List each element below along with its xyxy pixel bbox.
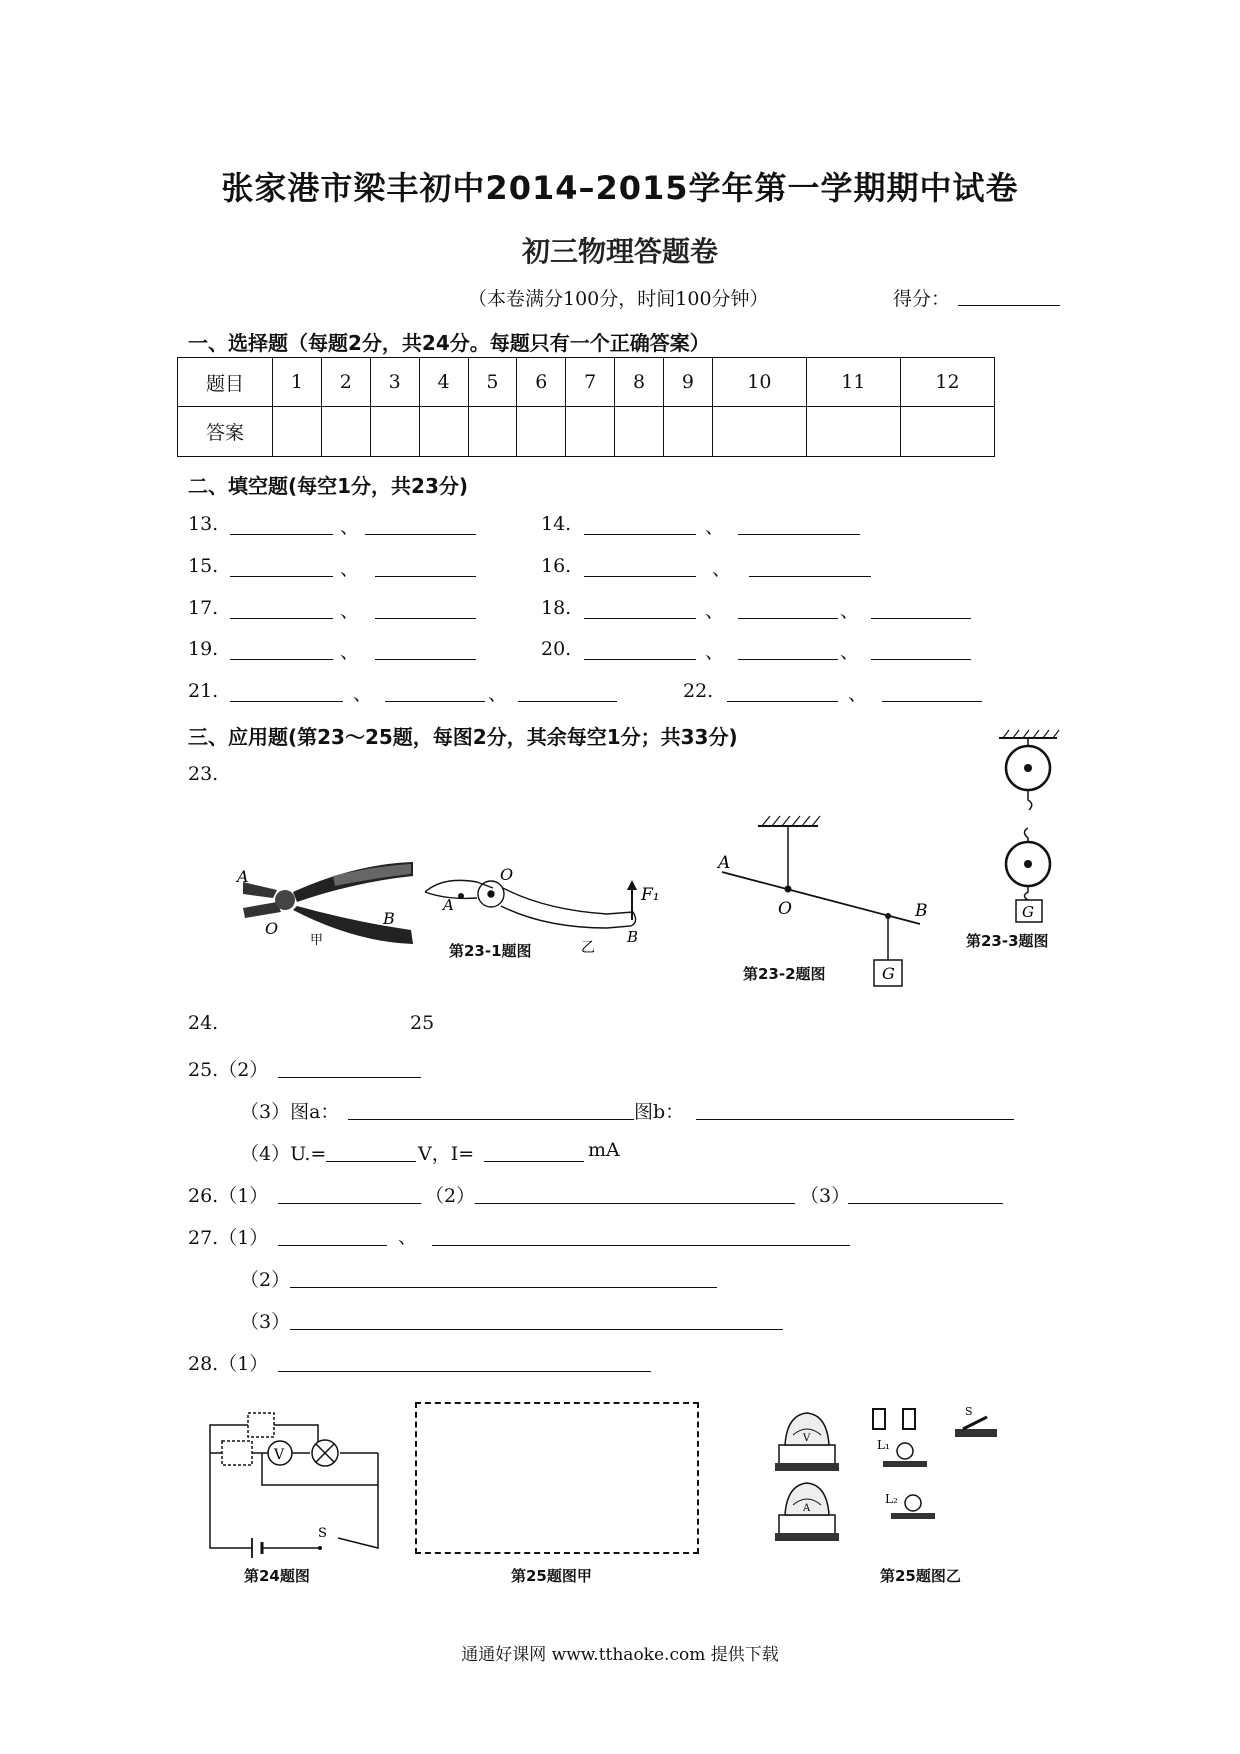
q14-blank-1[interactable] xyxy=(584,534,696,535)
sep: 、 xyxy=(712,558,732,580)
figure-24 xyxy=(200,1405,385,1560)
battery-cell-2 xyxy=(903,1409,915,1429)
q18-blank-2[interactable] xyxy=(738,618,838,619)
q15-blank-1[interactable] xyxy=(230,576,333,577)
q28-label: 28.（1） xyxy=(188,1353,269,1375)
battery-cell-1 xyxy=(873,1409,885,1429)
q27-3-label: （3） xyxy=(240,1311,291,1333)
q21-label: 21. xyxy=(188,680,219,702)
sep: 、 xyxy=(353,683,373,705)
figure-23-3 xyxy=(985,724,1075,924)
table-num: 6 xyxy=(517,358,566,407)
table-num: 11 xyxy=(806,358,900,407)
lbl-v: V xyxy=(274,1447,285,1463)
lbl-a2: A xyxy=(443,896,454,914)
q18-blank-1[interactable] xyxy=(584,618,696,619)
q25-4-mid: V，I= xyxy=(418,1143,475,1165)
answer-cell[interactable] xyxy=(566,407,615,457)
table-num: 1 xyxy=(273,358,322,407)
q26-label: 26.（1） xyxy=(188,1185,269,1207)
q25-4-unit: mA xyxy=(588,1139,620,1161)
q21-blank-2[interactable] xyxy=(385,701,485,702)
answer-cell[interactable] xyxy=(321,407,370,457)
sep: 、 xyxy=(340,558,360,580)
lbl-l2: L₂ xyxy=(885,1492,898,1506)
table-num: 5 xyxy=(468,358,517,407)
q20-blank-2[interactable] xyxy=(738,659,838,660)
q19-label: 19. xyxy=(188,638,219,660)
q25-3-label: （3）图a： xyxy=(240,1101,340,1123)
answer-cell[interactable] xyxy=(712,407,806,457)
figure-25b xyxy=(765,1405,1015,1555)
table-num: 10 xyxy=(712,358,806,407)
q19-blank-2[interactable] xyxy=(375,659,476,660)
lbl-g: G xyxy=(882,964,895,983)
drawing-area-25a[interactable] xyxy=(415,1402,699,1554)
ammeter-device xyxy=(775,1483,839,1541)
lbl-yi: 乙 xyxy=(581,940,595,956)
q20-label: 20. xyxy=(541,638,572,660)
q18-blank-3[interactable] xyxy=(871,618,971,619)
q20-blank-1[interactable] xyxy=(584,659,696,660)
lbl-o2: O xyxy=(500,865,514,884)
answer-cell[interactable] xyxy=(517,407,566,457)
sep: 、 xyxy=(340,641,360,663)
lbl-f1: F₁ xyxy=(641,885,660,905)
q19-blank-1[interactable] xyxy=(230,659,333,660)
caption-23-1: 第23-1题图 xyxy=(449,942,532,960)
sep: 、 xyxy=(398,1226,418,1248)
voltmeter-device xyxy=(775,1413,839,1471)
lbl-a3: A xyxy=(718,853,731,873)
lbl-s: S xyxy=(318,1526,327,1541)
q25-3b-label: 图b： xyxy=(634,1101,685,1123)
score-blank[interactable] xyxy=(958,305,1060,306)
q21-blank-1[interactable] xyxy=(230,701,343,702)
q24-label: 24. xyxy=(188,1012,219,1034)
exam-subtitle: 初三物理答题卷 xyxy=(521,235,718,268)
q27-1a-blank[interactable] xyxy=(278,1245,387,1246)
sep: 、 xyxy=(705,516,725,538)
sep: 、 xyxy=(488,683,508,705)
table-num: 12 xyxy=(900,358,994,407)
lbl-jia: 甲 xyxy=(310,933,324,948)
sep: 、 xyxy=(340,600,360,622)
q27-2-blank[interactable] xyxy=(290,1287,717,1288)
footer: 通通好课网 www.tthaoke.com 提供下载 xyxy=(461,1645,779,1665)
meter-box-2 xyxy=(248,1413,274,1437)
exam-title: 张家港市梁丰初中2014–2015学年第一学期期中试卷 xyxy=(221,169,1019,207)
q16-blank-1[interactable] xyxy=(584,576,696,577)
q27-1b-blank[interactable] xyxy=(432,1245,850,1246)
sep: 、 xyxy=(840,600,860,622)
sep: 、 xyxy=(705,600,725,622)
answer-cell[interactable] xyxy=(419,407,468,457)
answer-cell[interactable] xyxy=(615,407,664,457)
caption-25a: 第25题图甲 xyxy=(511,1567,592,1585)
lbl-a: A xyxy=(237,867,249,886)
q27-label: 27.（1） xyxy=(188,1227,269,1249)
q14-blank-2[interactable] xyxy=(738,534,860,535)
caption-23-2: 第23-2题图 xyxy=(743,965,826,983)
exam-note: （本卷满分100分，时间100分钟） xyxy=(468,288,769,310)
table-num: 9 xyxy=(664,358,713,407)
lbl-s2: S xyxy=(965,1405,973,1418)
q16-label: 16. xyxy=(541,555,572,577)
section1-heading: 一、选择题（每题2分，共24分。每题只有一个正确答案） xyxy=(188,331,710,355)
q13-blank-1[interactable] xyxy=(230,534,333,535)
q20-blank-3[interactable] xyxy=(871,659,971,660)
lbl-a-meter: A xyxy=(803,1503,811,1514)
q22-label: 22. xyxy=(683,680,714,702)
q22-blank-2[interactable] xyxy=(882,701,982,702)
answer-cell[interactable] xyxy=(806,407,900,457)
section3-heading: 三、应用题(第23～25题，每图2分，其余每空1分；共33分) xyxy=(188,725,738,749)
caption-25b: 第25题图乙 xyxy=(880,1567,961,1585)
answer-cell[interactable] xyxy=(468,407,517,457)
q23-label: 23. xyxy=(188,763,219,785)
switch-device xyxy=(955,1405,997,1437)
q26-3-blank[interactable] xyxy=(848,1203,1003,1204)
sep: 、 xyxy=(848,683,868,705)
q26-3-label: （3） xyxy=(800,1185,851,1207)
q25-4-label: （4）U.= xyxy=(240,1143,327,1165)
q25-4u-blank[interactable] xyxy=(326,1161,416,1162)
q17-blank-2[interactable] xyxy=(375,618,476,619)
answer-cell[interactable] xyxy=(900,407,994,457)
q25-2-blank[interactable] xyxy=(278,1077,421,1078)
q22-blank-1[interactable] xyxy=(727,701,838,702)
q21-blank-3[interactable] xyxy=(518,701,617,702)
score-label: 得分： xyxy=(893,288,951,310)
q25-label: 25.（2） xyxy=(188,1059,269,1081)
lamp-l2 xyxy=(885,1492,935,1519)
lbl-o3: O xyxy=(778,899,792,919)
q14-label: 14. xyxy=(541,513,572,535)
caption-24: 第24题图 xyxy=(244,1567,310,1585)
answer-cell[interactable] xyxy=(273,407,322,457)
q27-2-label: （2） xyxy=(240,1269,291,1291)
lbl-b2: B xyxy=(627,928,639,946)
table-row2-label: 答案 xyxy=(178,407,273,457)
lbl-l1: L₁ xyxy=(877,1438,890,1452)
lbl-v2: V xyxy=(803,1433,811,1444)
meter-box-1 xyxy=(222,1441,252,1465)
lbl-b: B xyxy=(383,909,395,928)
sep: 、 xyxy=(705,641,725,663)
q15-label: 15. xyxy=(188,555,219,577)
q26-2-blank[interactable] xyxy=(475,1203,795,1204)
lbl-b3: B xyxy=(915,901,928,921)
q28-1-blank[interactable] xyxy=(278,1371,651,1372)
sep: 、 xyxy=(340,516,360,538)
table-num: 2 xyxy=(321,358,370,407)
answer-cell[interactable] xyxy=(664,407,713,457)
answer-table xyxy=(177,357,995,457)
pliers-outline xyxy=(425,880,636,928)
q13-blank-2[interactable] xyxy=(365,534,476,535)
q26-2-label: （2） xyxy=(425,1185,476,1207)
lbl-g2: G xyxy=(1022,903,1034,921)
q27-3-blank[interactable] xyxy=(290,1329,783,1330)
table-num: 3 xyxy=(370,358,419,407)
table-num: 8 xyxy=(615,358,664,407)
q17-blank-1[interactable] xyxy=(230,618,333,619)
q25-4i-blank[interactable] xyxy=(484,1161,584,1162)
q15-blank-2[interactable] xyxy=(375,576,476,577)
section2-heading: 二、填空题(每空1分，共23分) xyxy=(188,474,469,498)
q17-label: 17. xyxy=(188,597,219,619)
q25-3b-blank[interactable] xyxy=(696,1119,1014,1120)
lbl-o: O xyxy=(265,919,279,938)
q26-1-blank[interactable] xyxy=(278,1203,421,1204)
q13-label: 13. xyxy=(188,513,219,535)
table-row1-label: 题目 xyxy=(178,358,273,407)
q16-blank-2[interactable] xyxy=(749,576,871,577)
figure-23-1 xyxy=(215,852,675,964)
q25-side-label: 25 xyxy=(410,1012,435,1034)
caption-23-3: 第23-3题图 xyxy=(966,932,1049,950)
sep: 、 xyxy=(840,641,860,663)
answer-cell[interactable] xyxy=(370,407,419,457)
table-num: 4 xyxy=(419,358,468,407)
lamp-l1 xyxy=(877,1438,927,1467)
q18-label: 18. xyxy=(541,597,572,619)
table-num: 7 xyxy=(566,358,615,407)
q25-3a-blank[interactable] xyxy=(348,1119,634,1120)
